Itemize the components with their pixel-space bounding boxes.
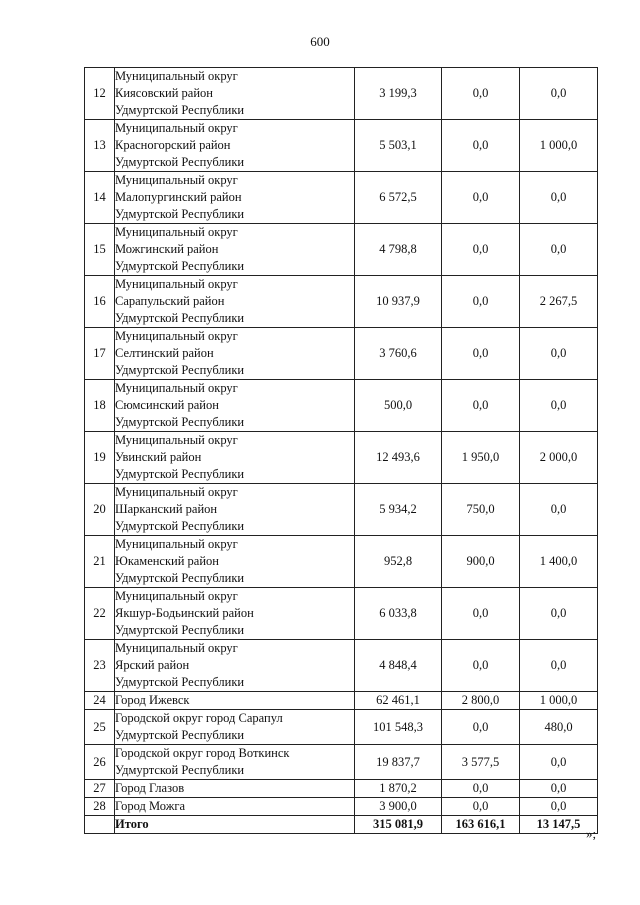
amount-col-3: 0,0	[520, 328, 598, 380]
amount-col-3: 0,0	[520, 780, 598, 798]
municipality-name-line: Муниципальный округ	[115, 641, 238, 655]
amount-col-2: 3 577,5	[442, 745, 520, 780]
total-col-3: 13 147,5	[520, 816, 598, 834]
municipality-name-line: Удмуртской Республики	[115, 103, 245, 117]
amount-col-1: 952,8	[355, 536, 442, 588]
municipality-name	[115, 745, 355, 780]
amount-col-3: 0,0	[520, 798, 598, 816]
row-number: 12	[85, 68, 115, 120]
amount-col-3: 0,0	[520, 588, 598, 640]
table-row	[85, 432, 598, 484]
municipality-name-line: Сюмсинский район	[115, 398, 219, 412]
amount-col-1: 3 760,6	[355, 328, 442, 380]
amount-col-2: 0,0	[442, 120, 520, 172]
municipality-name-line: Городской округ город Сарапул	[115, 711, 283, 725]
amount-col-1: 6 033,8	[355, 588, 442, 640]
amount-col-2: 0,0	[442, 710, 520, 745]
total-col-2: 163 616,1	[442, 816, 520, 834]
municipality-name-line: Малопургинский район	[115, 190, 242, 204]
municipality-name-line: Можгинский район	[115, 242, 219, 256]
amount-col-1: 4 848,4	[355, 640, 442, 692]
municipality-name-line: Юкаменский район	[115, 554, 219, 568]
municipality-name	[115, 710, 355, 745]
table-row	[85, 120, 598, 172]
amount-col-1: 10 937,9	[355, 276, 442, 328]
municipality-name-line: Шарканский район	[115, 502, 218, 516]
municipality-name-line: Красногорский район	[115, 138, 231, 152]
amount-col-3: 2 267,5	[520, 276, 598, 328]
amount-col-2: 0,0	[442, 380, 520, 432]
municipality-name-line: Муниципальный округ	[115, 69, 238, 83]
table-body	[85, 68, 598, 834]
row-number: 18	[85, 380, 115, 432]
amount-col-2: 1 950,0	[442, 432, 520, 484]
amount-col-3: 1 000,0	[520, 692, 598, 710]
row-number: 19	[85, 432, 115, 484]
amount-col-2: 900,0	[442, 536, 520, 588]
municipality-name-line: Муниципальный округ	[115, 381, 238, 395]
amount-col-2: 0,0	[442, 640, 520, 692]
table-row	[85, 640, 598, 692]
municipality-name	[115, 224, 355, 276]
municipality-name-line: Муниципальный округ	[115, 225, 238, 239]
amount-col-3: 0,0	[520, 380, 598, 432]
amount-col-1: 1 870,2	[355, 780, 442, 798]
amount-col-2: 0,0	[442, 328, 520, 380]
municipality-name-line: Городской округ город Воткинск	[115, 746, 290, 760]
amount-col-3: 480,0	[520, 710, 598, 745]
municipality-name-line: Удмуртской Республики	[115, 259, 245, 273]
municipality-name-line: Удмуртской Республики	[115, 623, 245, 637]
municipality-name-line: Селтинский район	[115, 346, 214, 360]
municipality-name-line: Город Можга	[115, 799, 186, 813]
table-row	[85, 536, 598, 588]
amount-col-2: 0,0	[442, 276, 520, 328]
municipality-name-line: Муниципальный округ	[115, 121, 238, 135]
amount-col-1: 12 493,6	[355, 432, 442, 484]
row-number: 20	[85, 484, 115, 536]
row-number: 22	[85, 588, 115, 640]
municipality-name	[115, 68, 355, 120]
municipality-name	[115, 328, 355, 380]
municipality-name	[115, 380, 355, 432]
amount-col-2: 0,0	[442, 780, 520, 798]
table-row	[85, 710, 598, 745]
municipality-name-line: Удмуртской Республики	[115, 467, 245, 481]
table-row	[85, 692, 598, 710]
row-number: 24	[85, 692, 115, 710]
total-number	[85, 816, 115, 834]
amount-col-3: 0,0	[520, 640, 598, 692]
municipality-name-line: Город Ижевск	[115, 693, 190, 707]
page-number: 600	[310, 34, 330, 49]
municipality-name-line: Муниципальный округ	[115, 485, 238, 499]
table-row	[85, 588, 598, 640]
amount-col-1: 6 572,5	[355, 172, 442, 224]
municipality-name	[115, 536, 355, 588]
amount-col-3: 1 400,0	[520, 536, 598, 588]
municipality-name-line: Удмуртской Республики	[115, 571, 245, 585]
municipality-name	[115, 172, 355, 224]
municipality-name-line: Сарапульский район	[115, 294, 225, 308]
municipality-name	[115, 798, 355, 816]
row-number: 23	[85, 640, 115, 692]
municipality-name	[115, 588, 355, 640]
amount-col-3: 0,0	[520, 484, 598, 536]
municipality-name	[115, 432, 355, 484]
table-row	[85, 68, 598, 120]
row-number: 21	[85, 536, 115, 588]
table-row	[85, 745, 598, 780]
municipality-name-line: Муниципальный округ	[115, 277, 238, 291]
table-row	[85, 276, 598, 328]
amount-col-2: 0,0	[442, 588, 520, 640]
row-number: 26	[85, 745, 115, 780]
amount-col-2: 0,0	[442, 172, 520, 224]
municipality-name	[115, 276, 355, 328]
municipality-name-line: Муниципальный округ	[115, 173, 238, 187]
amount-col-2: 750,0	[442, 484, 520, 536]
municipality-name-line: Город Глазов	[115, 781, 185, 795]
municipality-name-line: Муниципальный округ	[115, 329, 238, 343]
municipality-name-line: Удмуртской Республики	[115, 728, 245, 742]
municipality-name-line: Удмуртской Республики	[115, 363, 245, 377]
amount-col-3: 0,0	[520, 224, 598, 276]
amount-col-2: 0,0	[442, 68, 520, 120]
amount-col-3: 2 000,0	[520, 432, 598, 484]
municipality-name-line: Удмуртской Республики	[115, 675, 245, 689]
amount-col-1: 62 461,1	[355, 692, 442, 710]
table-row	[85, 798, 598, 816]
municipality-name	[115, 120, 355, 172]
amount-col-3: 0,0	[520, 172, 598, 224]
row-number: 27	[85, 780, 115, 798]
row-number: 13	[85, 120, 115, 172]
table-row	[85, 380, 598, 432]
municipality-name	[115, 780, 355, 798]
municipality-name-line: Муниципальный округ	[115, 433, 238, 447]
row-number: 15	[85, 224, 115, 276]
table-row	[85, 484, 598, 536]
amount-col-2: 0,0	[442, 224, 520, 276]
table-row	[85, 328, 598, 380]
table-row	[85, 224, 598, 276]
table-row	[85, 172, 598, 224]
amount-col-3: 1 000,0	[520, 120, 598, 172]
municipality-name-line: Ярский район	[115, 658, 190, 672]
amount-col-1: 101 548,3	[355, 710, 442, 745]
municipality-name	[115, 692, 355, 710]
budget-table	[84, 67, 598, 834]
row-number: 16	[85, 276, 115, 328]
amount-col-3: 0,0	[520, 68, 598, 120]
amount-col-1: 5 934,2	[355, 484, 442, 536]
municipality-name	[115, 640, 355, 692]
row-number: 14	[85, 172, 115, 224]
municipality-name-line: Увинский район	[115, 450, 202, 464]
municipality-name-line: Киясовский район	[115, 86, 213, 100]
total-label: Итого	[115, 816, 355, 834]
municipality-name-line: Удмуртской Республики	[115, 155, 245, 169]
amount-col-1: 500,0	[355, 380, 442, 432]
municipality-name-line: Муниципальный округ	[115, 589, 238, 603]
amount-col-3: 0,0	[520, 745, 598, 780]
municipality-name-line: Якшур-Бодьинский район	[115, 606, 254, 620]
municipality-name	[115, 484, 355, 536]
amount-col-2: 2 800,0	[442, 692, 520, 710]
municipality-name-line: Муниципальный округ	[115, 537, 238, 551]
amount-col-2: 0,0	[442, 798, 520, 816]
municipality-name-line: Удмуртской Республики	[115, 415, 245, 429]
amount-col-1: 3 199,3	[355, 68, 442, 120]
closing-quote: »;	[586, 826, 597, 841]
total-row	[85, 816, 598, 834]
table-row	[85, 780, 598, 798]
municipality-name-line: Удмуртской Республики	[115, 763, 245, 777]
amount-col-1: 4 798,8	[355, 224, 442, 276]
municipality-name-line: Удмуртской Республики	[115, 311, 245, 325]
row-number: 25	[85, 710, 115, 745]
row-number: 17	[85, 328, 115, 380]
row-number: 28	[85, 798, 115, 816]
municipality-name-line: Удмуртской Республики	[115, 207, 245, 221]
total-col-1: 315 081,9	[355, 816, 442, 834]
amount-col-1: 5 503,1	[355, 120, 442, 172]
amount-col-1: 19 837,7	[355, 745, 442, 780]
amount-col-1: 3 900,0	[355, 798, 442, 816]
municipality-name-line: Удмуртской Республики	[115, 519, 245, 533]
